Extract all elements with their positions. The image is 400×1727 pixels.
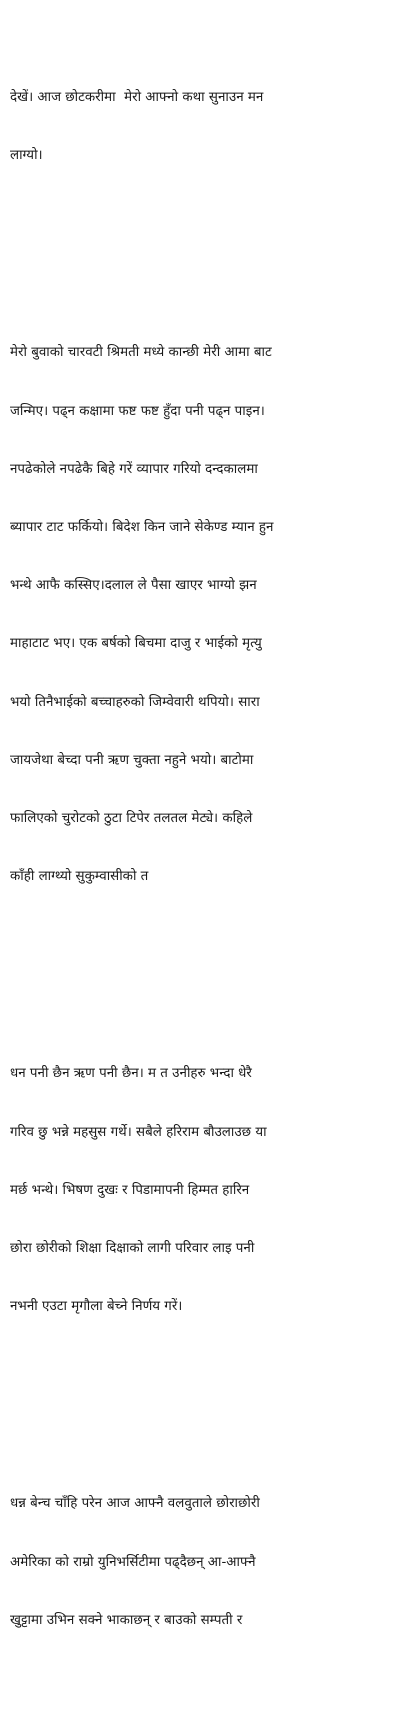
text-line: धन्न बेन्च चाँहि परेन आज आफ्नै वलवुताले छोराछोरी	[10, 1496, 260, 1512]
text-line: नपढेकोले नपढेकै बिहे गरें व्यापार गरियो दन्दकालमा	[10, 461, 258, 477]
text-line: फालिएको चुरोटको ठुटा टिपेर तलतल मेट्ये। कहिले	[10, 811, 253, 827]
text-line: गरिव छु भन्ने महसुस गर्थे। सबैले हरिराम बौउलाउछ या	[10, 1124, 267, 1140]
paragraph-intro-end	[10, 49, 395, 204]
text-line: खुट्टामा उभिन सक्ने भाकाछन् र बाउको सम्पती र	[10, 1612, 243, 1628]
text-line: भन्थे आफै कस्सिए।दलाल ले पैसा खाएर भाग्यो झन	[10, 578, 257, 594]
text-line: लाग्यो।	[10, 148, 43, 164]
text-line: जन्मिए। पढ्न कक्षामा फष्ट फष्ट हुँदा पनी पढ्न पाइन।	[10, 403, 265, 419]
text-line: जायजेथा बेच्दा पनी ऋण चुक्ता नहुने भयो। बाटोमा	[10, 752, 254, 768]
text-line: धन पनी छैन ऋण पनी छैन। म त उनीहरु भन्दा धेरै	[10, 1066, 252, 1082]
story-text	[10, 0, 395, 1727]
text-line: छोरा छोरीको शिक्षा दिक्षाको लागी परिवार लाइ पनी	[10, 1241, 255, 1256]
text-line: नभनी एउटा मृगौला बेच्ने निर्णय गरें।	[10, 1299, 183, 1315]
text-line: माहाटाट भए। एक बर्षको बिचमा दाजु र भाईको मृत्यु	[10, 636, 262, 652]
text-line: काँही लाग्थ्यो सुकुम्वासीको त	[10, 869, 149, 885]
text-line: मेरो बुवाको चारवटी श्रिमती मध्ये कान्छी मेरी आमा बाट	[10, 345, 272, 361]
paragraph-hardship	[10, 1026, 395, 1356]
text-line: ब्यापार टाट फर्कियो। बिदेश किन जाने सेकेण्ड म्यान हुन	[10, 519, 274, 535]
paragraph-family-background	[10, 305, 395, 926]
text-line: देखें। आज छोटकरीमा मेरो आफ्नो कथा सुनाउन मन	[10, 90, 264, 106]
text-line: भयो तिनैभाईको बच्चाहरुको जिम्वेवारी थपियो। सारा	[10, 694, 260, 710]
text-line: अमेरिका को राम्रो युनिभर्सिटीमा पढ्दैछन् आ-आफ्नै	[10, 1554, 256, 1570]
paragraph-outcome	[10, 1455, 395, 1668]
text-line: मर्छ भन्थे। भिषण दुखः र पिडामापनी हिम्मत हारिन	[10, 1182, 250, 1198]
